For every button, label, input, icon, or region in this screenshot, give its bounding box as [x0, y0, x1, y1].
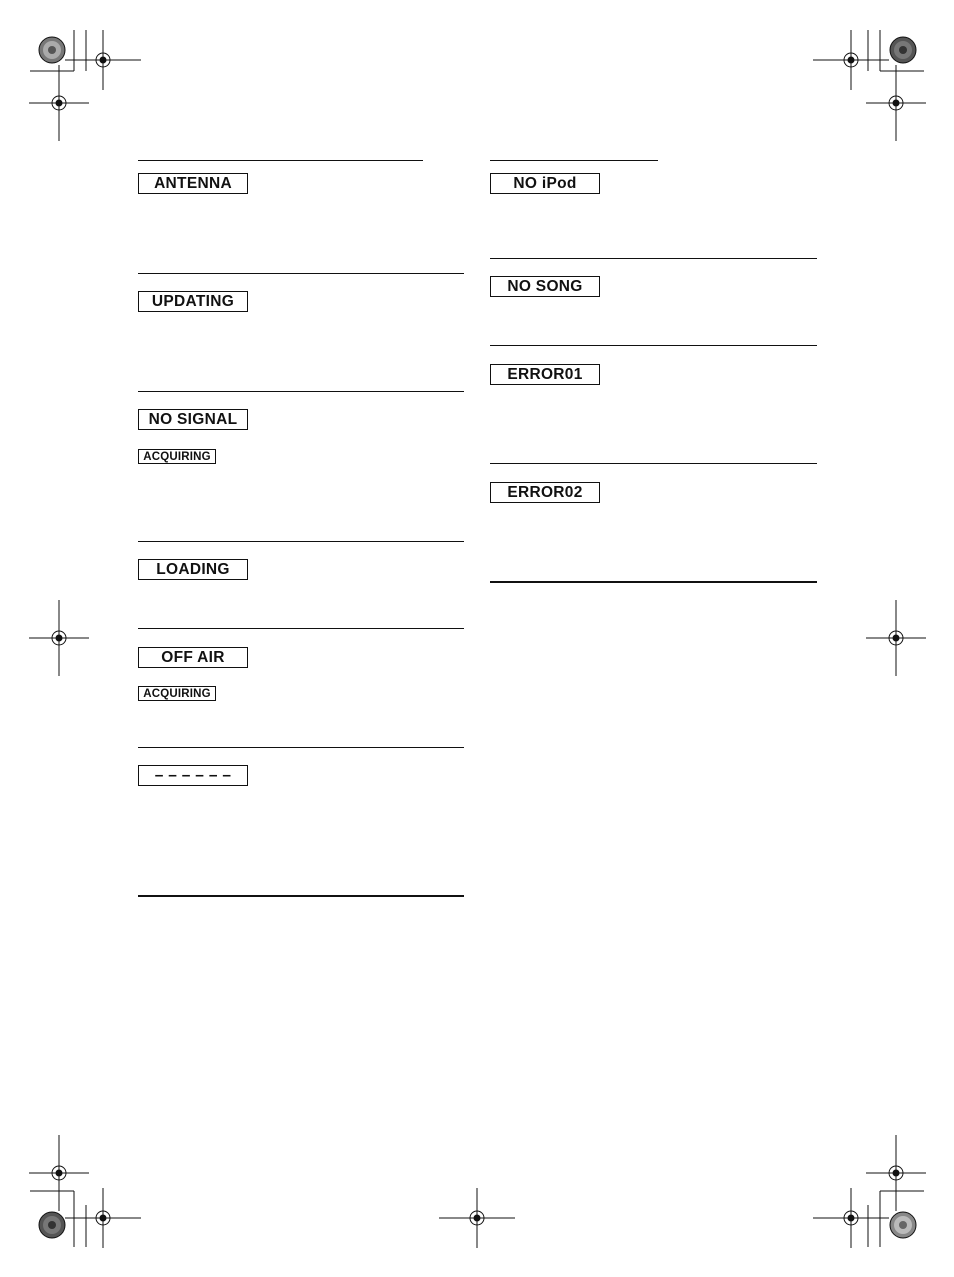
starburst-marks	[39, 37, 916, 1238]
section-rule	[490, 160, 658, 161]
display-message-loading: LOADING	[138, 559, 248, 580]
display-message-error01: ERROR01	[490, 364, 600, 385]
display-message-updating: UPDATING	[138, 291, 248, 312]
section-rule	[138, 747, 464, 748]
display-message-antenna: ANTENNA	[138, 173, 248, 194]
display-message-off-air: OFF AIR	[138, 647, 248, 668]
display-sub-acquiring: ACQUIRING	[138, 686, 216, 701]
section-end-rule	[138, 895, 464, 897]
display-message-no-signal: NO SIGNAL	[138, 409, 248, 430]
section-rule	[138, 391, 464, 392]
crosshair-marks	[29, 30, 926, 1248]
display-message-no-ipod: NO iPod	[490, 173, 600, 194]
section-rule	[490, 258, 817, 259]
section-rule	[490, 463, 817, 464]
section-rule	[490, 345, 817, 346]
section-rule	[138, 273, 464, 274]
display-message-dashes: – – – – – –	[138, 765, 248, 786]
section-rule	[138, 541, 464, 542]
section-rule	[138, 628, 464, 629]
section-end-rule	[490, 581, 817, 583]
display-message-error02: ERROR02	[490, 482, 600, 503]
section-rule	[138, 160, 423, 161]
display-sub-acquiring: ACQUIRING	[138, 449, 216, 464]
display-message-no-song: NO SONG	[490, 276, 600, 297]
